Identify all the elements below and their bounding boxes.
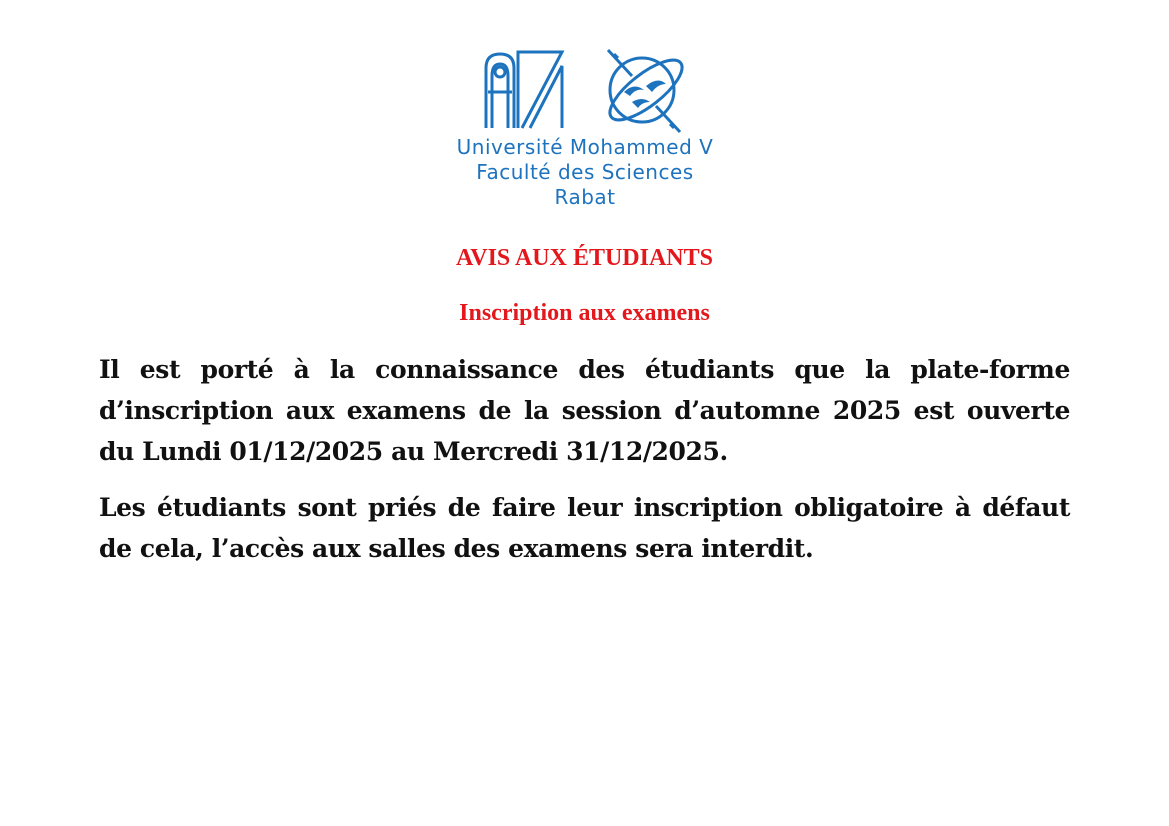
notice-paragraph-dates: Il est porté à la connaissance des étudiants que la plate-forme d’inscription aux examens de la session d’automne 2025 est ouverte du Lundi 01/12/2025 au Mercredi 31/12/2025.	[99, 355, 1070, 466]
logo-faculty-name: Faculté des Sciences	[476, 160, 694, 184]
notice-title: AVIS AUX ÉTUDIANTS	[456, 245, 713, 271]
university-emblem-icon	[418, 46, 752, 134]
logo-city-name: Rabat	[554, 185, 616, 209]
university-logo	[418, 46, 752, 208]
notice-subtitle: Inscription aux examens	[459, 300, 710, 326]
notice-paragraph-obligation: Les étudiants sont priés de faire leur inscription obligatoire à défaut de cela, l’accès aux salles des examens sera interdit.	[99, 493, 1070, 563]
logo-university-name: Université Mohammed V	[456, 135, 714, 159]
